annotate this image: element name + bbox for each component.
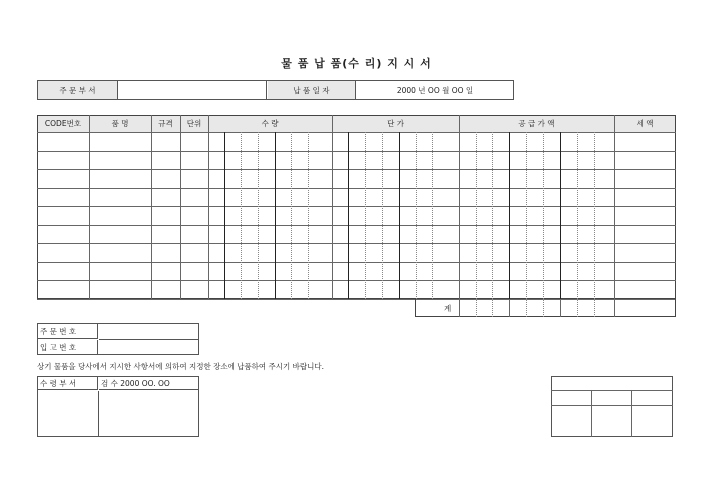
digit-line (492, 132, 493, 299)
approval-line-1 (551, 390, 673, 391)
column-header: 공 급 가 액 (518, 119, 555, 128)
delivery-date-label: 납 품 일 자 (268, 81, 356, 99)
digit-group-line (224, 132, 225, 299)
total-column-line (560, 299, 561, 317)
column-header: 단위 (186, 119, 202, 128)
column-line (459, 115, 460, 299)
digit-line (382, 132, 383, 299)
digit-group-line (275, 132, 276, 299)
digit-group-line (509, 132, 510, 299)
digit-line (365, 132, 366, 299)
total-column-line (614, 299, 615, 317)
receiving-dept-value[interactable] (38, 391, 99, 436)
table-row-line (37, 132, 676, 133)
table-row-line (37, 169, 676, 170)
total-digit-line (543, 299, 544, 317)
inspection-value[interactable] (99, 391, 198, 436)
order-no-label: 주 문 번 호 (38, 324, 98, 339)
column-header: 단 가 (387, 119, 404, 128)
table-row-line (37, 206, 676, 207)
table-row-line (37, 262, 676, 263)
column-header: 세 액 (636, 119, 654, 128)
digit-line (291, 132, 292, 299)
column-header: 품 명 (111, 119, 129, 128)
digit-line (308, 132, 309, 299)
column-line (332, 115, 333, 299)
column-header: 수 량 (261, 119, 279, 128)
table-row-line (37, 280, 676, 281)
total-digit-line (526, 299, 527, 317)
total-digit-line (577, 299, 578, 317)
digit-group-line (560, 132, 561, 299)
digit-line (258, 132, 259, 299)
receipt-no-value[interactable] (99, 340, 198, 354)
approval-line-2 (551, 405, 673, 406)
digit-line (594, 132, 595, 299)
column-line (180, 115, 181, 299)
total-digit-line (476, 299, 477, 317)
column-line (208, 115, 209, 299)
total-column-line (509, 299, 510, 317)
total-label: 계 (444, 303, 452, 313)
column-line (614, 115, 615, 299)
receiving-dept-label: 수 령 부 서 (38, 377, 98, 390)
receipt-no-label: 입 고 번 호 (38, 340, 98, 354)
digit-line (543, 132, 544, 299)
approval-divider-1 (591, 390, 592, 437)
notice-text: 상기 물품을 당사에서 지시한 사항서에 의하여 지정한 장소에 납품하여 주시기 바랍니다. (37, 362, 325, 371)
digit-line (526, 132, 527, 299)
table-row-line (37, 151, 676, 152)
approval-divider-2 (631, 390, 632, 437)
approval-box (551, 376, 673, 437)
delivery-date-value[interactable]: 2000 년 OO 월 OO 일 (396, 85, 474, 95)
total-row (415, 299, 676, 317)
total-column-line (459, 299, 460, 317)
total-digit-line (594, 299, 595, 317)
table-row-line (37, 225, 676, 226)
digit-line (416, 132, 417, 299)
document-title: 물 품 납 품(수 리) 지 시 서 (281, 57, 432, 70)
digit-group-line (399, 132, 400, 299)
inspection-label: 검 수 2000 OO. OO (99, 377, 198, 390)
digit-line (577, 132, 578, 299)
column-line (151, 115, 152, 299)
table-row-line (37, 188, 676, 189)
digit-line (476, 132, 477, 299)
order-dept-label: 주 문 부 서 (38, 81, 118, 99)
column-header: CODE번호 (44, 119, 82, 128)
column-line (89, 115, 90, 299)
column-header: 규격 (158, 119, 173, 128)
digit-line (432, 132, 433, 299)
order-no-value[interactable] (99, 324, 198, 340)
digit-group-line (348, 132, 349, 299)
digit-line (241, 132, 242, 299)
table-row-line (37, 243, 676, 244)
total-digit-line (492, 299, 493, 317)
